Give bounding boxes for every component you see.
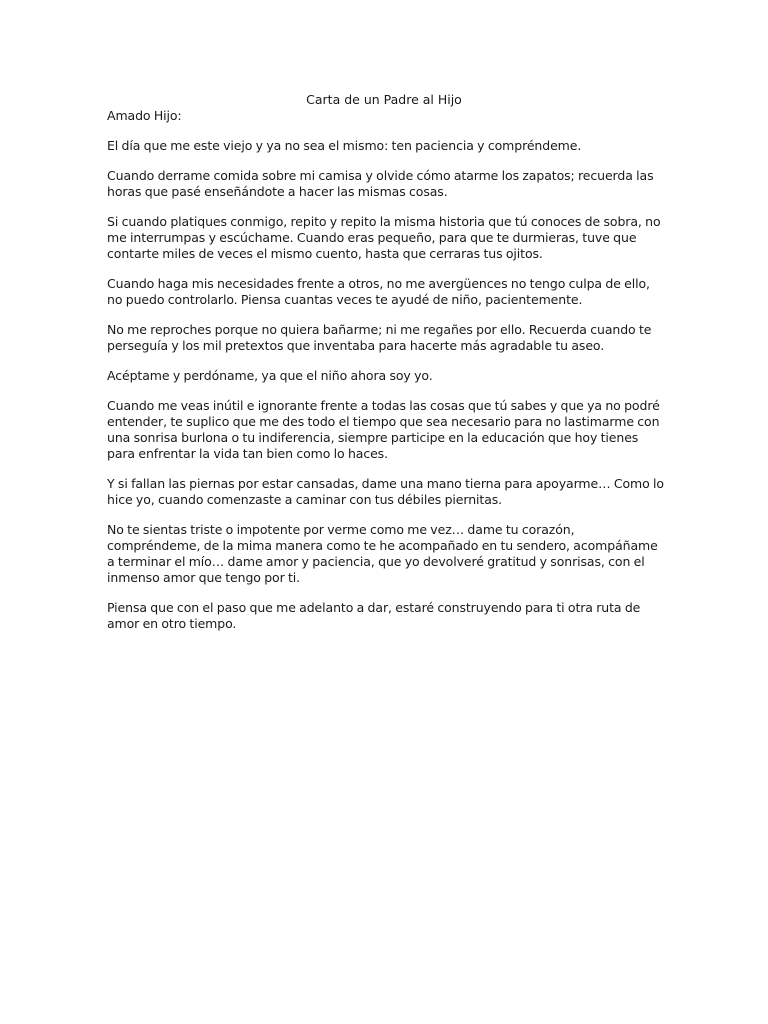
paragraph-10: Piensa que con el paso que me adelanto a dar, estaré construyendo para ti otra ruta de amor en otro tiempo. bbox=[107, 600, 641, 631]
paragraph-1: El día que me este viejo y ya no sea el mismo: ten paciencia y compréndeme. bbox=[107, 138, 582, 153]
paragraph-8: Y si fallan las piernas por estar cansadas, dame una mano tierna para apoyarme… Como lo hice yo, cuando comenzaste a caminar con tus débiles piernitas. bbox=[107, 476, 664, 507]
document-title: Carta de un Padre al Hijo bbox=[306, 92, 462, 107]
paragraph-6: Acéptame y perdóname, ya que el niño ahora soy yo. bbox=[107, 368, 433, 383]
paragraph-5: No me reproches porque no quiera bañarme; ni me regañes por ello. Recuerda cuando te perseguía y los mil pretextos que inventaba para hacerte más agradable tu aseo. bbox=[107, 322, 652, 353]
document-body bbox=[107, 108, 667, 646]
paragraph-9: No te sientas triste o impotente por verme como me vez… dame tu corazón, compréndeme, de la mima manera como te he acompañado en tu sendero, acompáñame a terminar el mío… dame amor y paciencia, que yo devolveré gratitud y sonrisas, con el inmenso amor que tengo por ti. bbox=[107, 522, 658, 585]
paragraph-4: Cuando haga mis necesidades frente a otros, no me avergüences no tengo culpa de ello, no puedo controlarlo. Piensa cuantas veces te ayudé de niño, pacientemente. bbox=[107, 276, 650, 307]
paragraph-7: Cuando me veas inútil e ignorante frente a todas las cosas que tú sabes y que ya no podré entender, te suplico que me des todo el tiempo que sea necesario para no lastimarme con una sonrisa burlona o tu indiferencia, siempre participe en la educación que hoy tienes para enfrentar la vida tan bien como lo haces. bbox=[107, 398, 660, 461]
greeting: Amado Hijo: bbox=[107, 108, 182, 123]
paragraph-2: Cuando derrame comida sobre mi camisa y olvide cómo atarme los zapatos; recuerda las horas que pasé enseñándote a hacer las mismas cosas. bbox=[107, 168, 654, 199]
paragraph-3: Si cuando platiques conmigo, repito y repito la misma historia que tú conoces de sobra, no me interrumpas y escúchame. Cuando eras pequeño, para que te durmieras, tuve que contarte miles de veces el mismo cuento, hasta que cerraras tus ojitos. bbox=[107, 214, 661, 261]
